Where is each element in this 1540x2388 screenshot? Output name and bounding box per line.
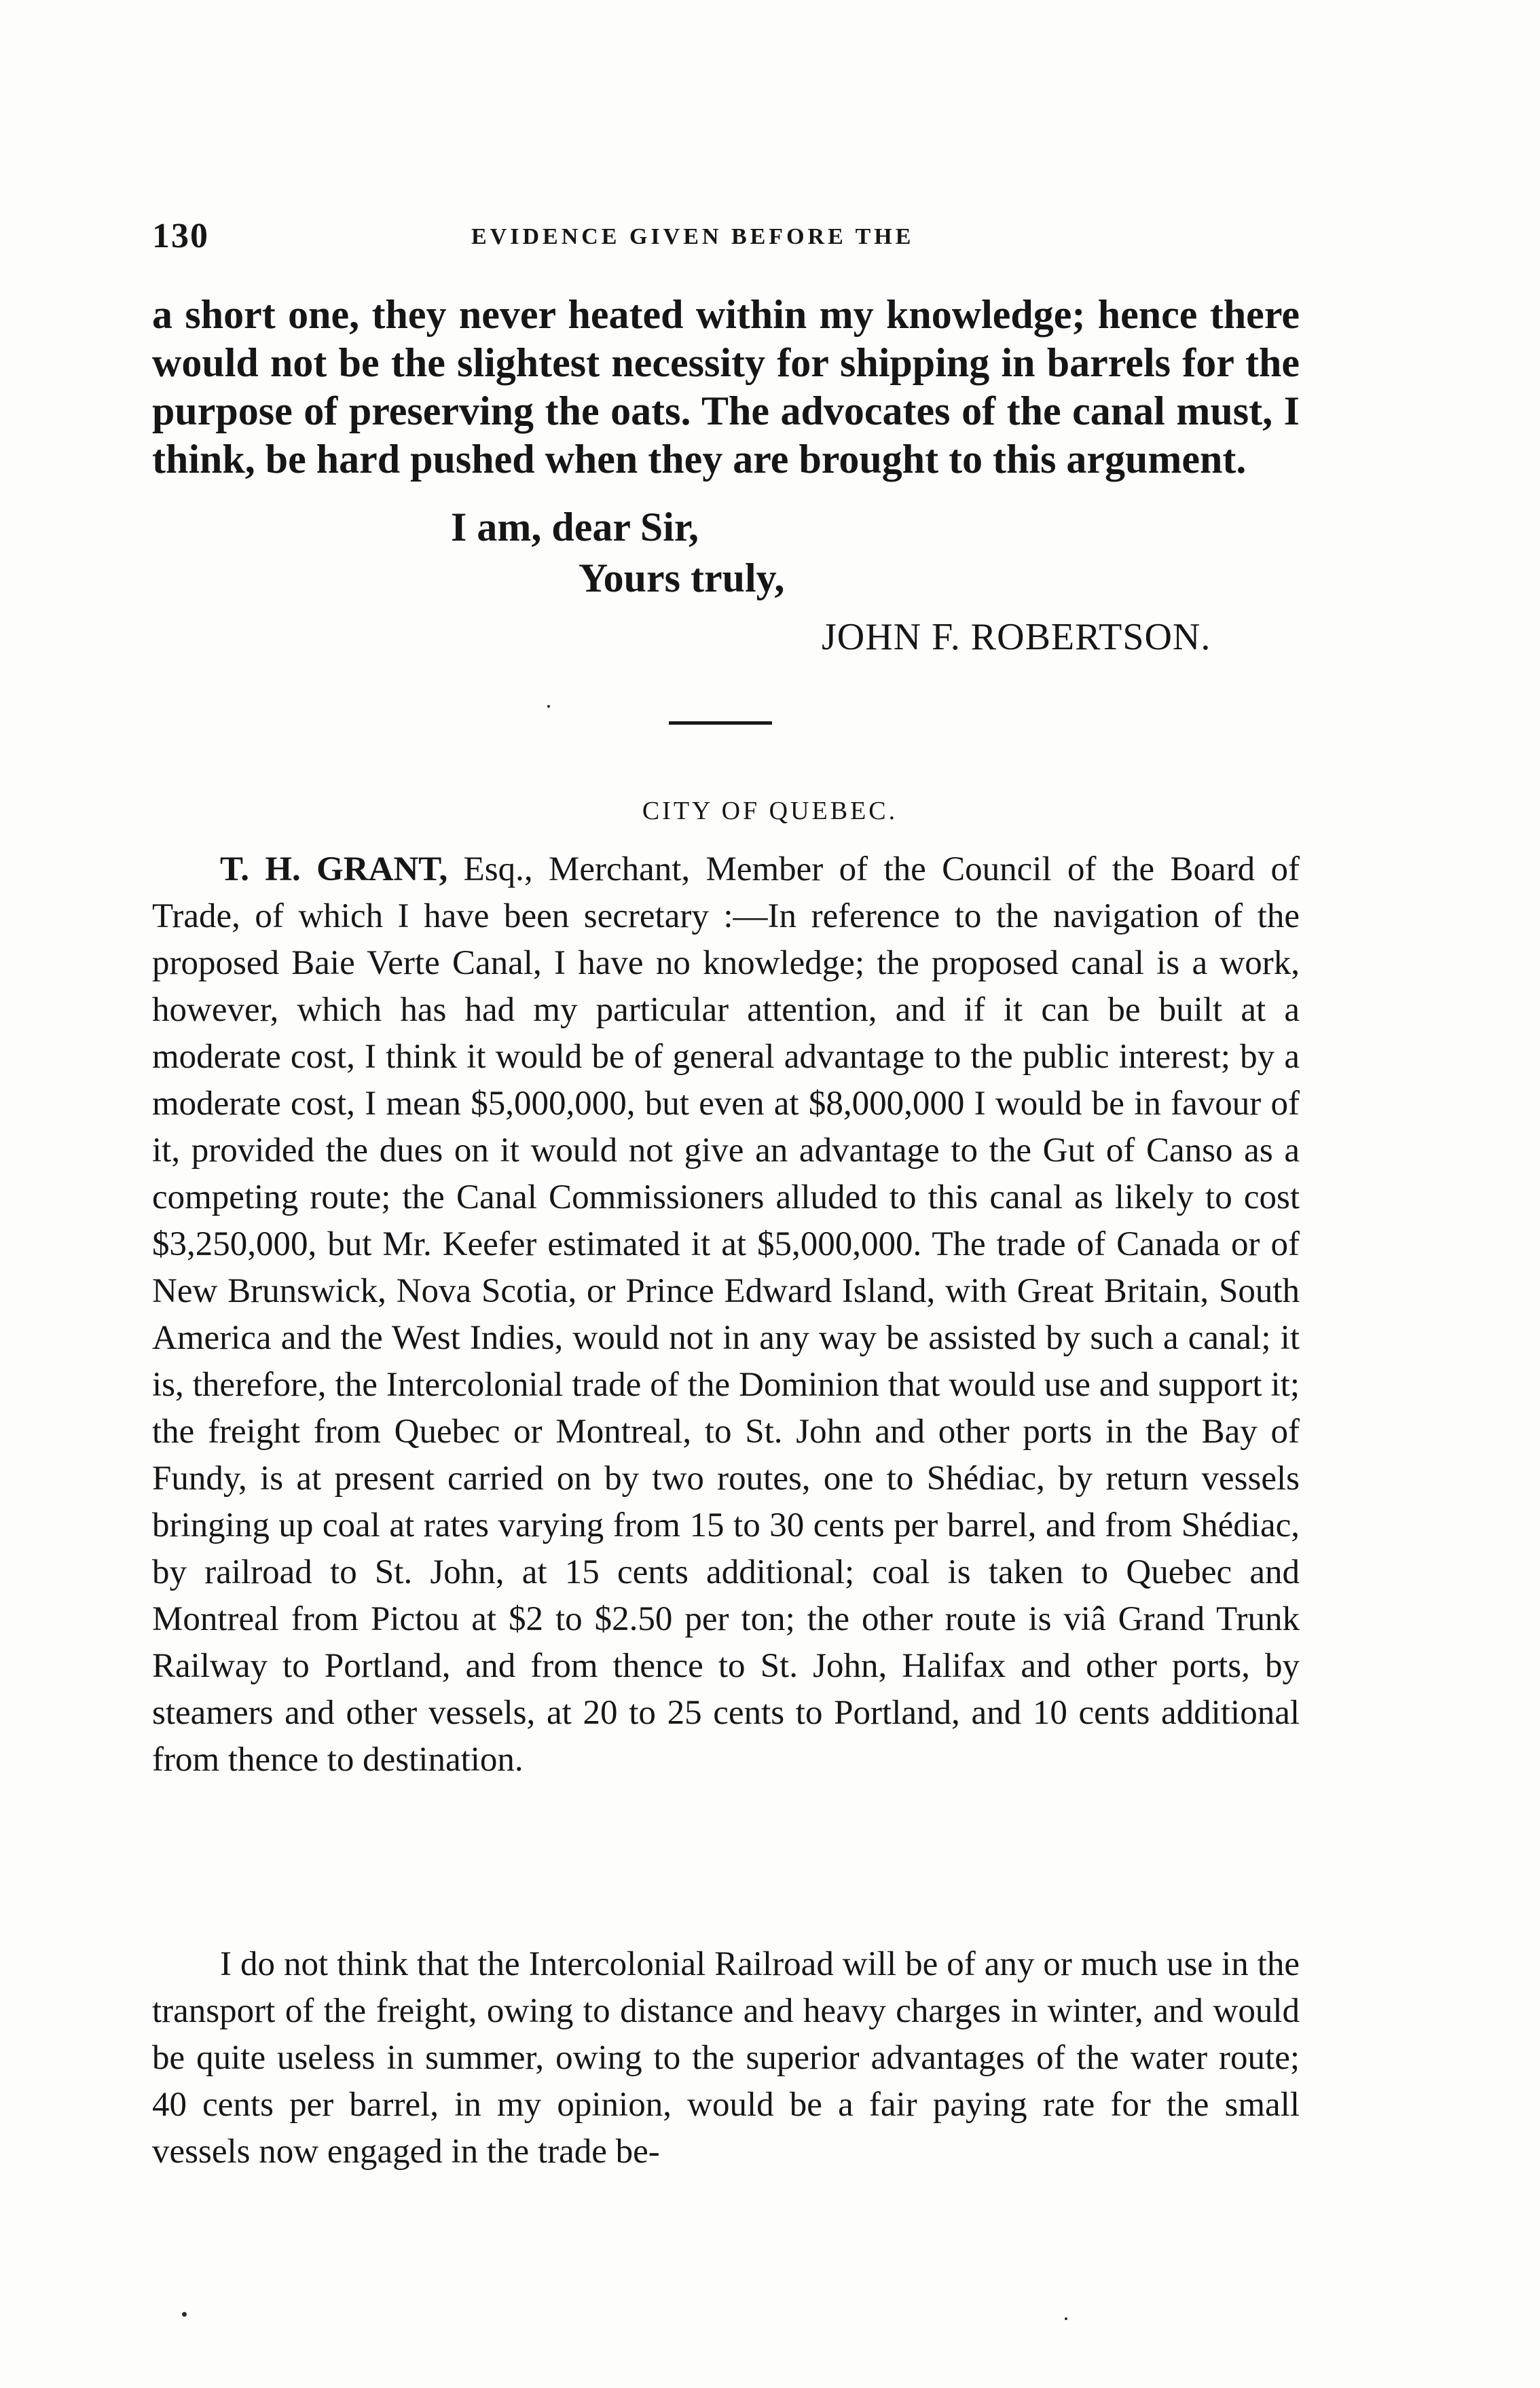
ink-speck: [1065, 2317, 1067, 2320]
testimony-paragraph-1-text: Esq., Merchant, Member of the Council of the Board of Trade, of which I have been secretary :—In reference to the navigation of the proposed Baie Verte Canal, I have no knowledge; the proposed canal is a work, however, which has had my particular attention, and if it can be built at a moderate cost, I think it would be of general advantage to the public interest; by a moderate cost, I mean $5,000,000, but even at $8,000,000 I would be in favour of it, provided the dues on it would not give an advantage to the Gut of Canso as a competing route; the Canal Commissioners alluded to this canal as likely to cost $3,250,000, but Mr. Keefer estimated it at $5,000,000. The trade of Canada or of New Brunswick, Nova Scotia, or Prince Edward Island, with Great Britain, South America and the West Indies, would not in any way be assisted by such a canal; it is, therefore, the Intercolonial trade of the Dominion that would use and support it; the freight from Quebec or Montreal, to St. John and other ports in the Bay of Fundy, is at present carried on by two routes, one to Shédiac, by return vessels bringing up coal at rates varying from 15 to 30 cents per barrel, and from Shédiac, by railroad to St. John, at 15 cents additional; coal is taken to Quebec and Montreal from Pictou at $2 to $2.50 per ton; the other route is viâ Grand Trunk Railway to Portland, and from thence to St. John, Halifax and other ports, by steamers and other vessels, at 20 to 25 cents to Portland, and 10 cents additional from thence to destination.: [152, 850, 1300, 1779]
ink-speck: [182, 2312, 187, 2317]
letter-salutation: I am, dear Sir,: [451, 505, 699, 549]
letter-continuation: a short one, they never heated within my knowledge; hence there would not be the slightest necessity for shipping in barrels for the purpose of preserving the oats. The advocates of the canal must, I think, be hard pushed when they are brought to this argument.: [152, 292, 1300, 482]
section-title: CITY OF QUEBEC.: [642, 797, 898, 825]
letter-valediction: Yours truly,: [579, 556, 785, 600]
speaker-name: T. H. GRANT,: [220, 850, 448, 888]
testimony-paragraph-2: I do not think that the Intercolonial Railroad will be of any or much use in the transport of the freight, owing to distance and heavy charges in winter, and would be quite useless in summer, owing to the superior advantages of the water route; 40 cents per barrel, in my opinion, would be a fair paying rate for the small vessels now engaged in the trade be-: [152, 1945, 1300, 2171]
testimony-paragraph-1: [152, 846, 1300, 1784]
section-divider: [669, 721, 772, 725]
page-number: 130: [152, 217, 209, 255]
ink-speck: [547, 705, 550, 708]
page-header: [152, 216, 1300, 257]
running-head: EVIDENCE GIVEN BEFORE THE: [471, 224, 915, 249]
letter-signature: JOHN F. ROBERTSON.: [822, 616, 1211, 658]
